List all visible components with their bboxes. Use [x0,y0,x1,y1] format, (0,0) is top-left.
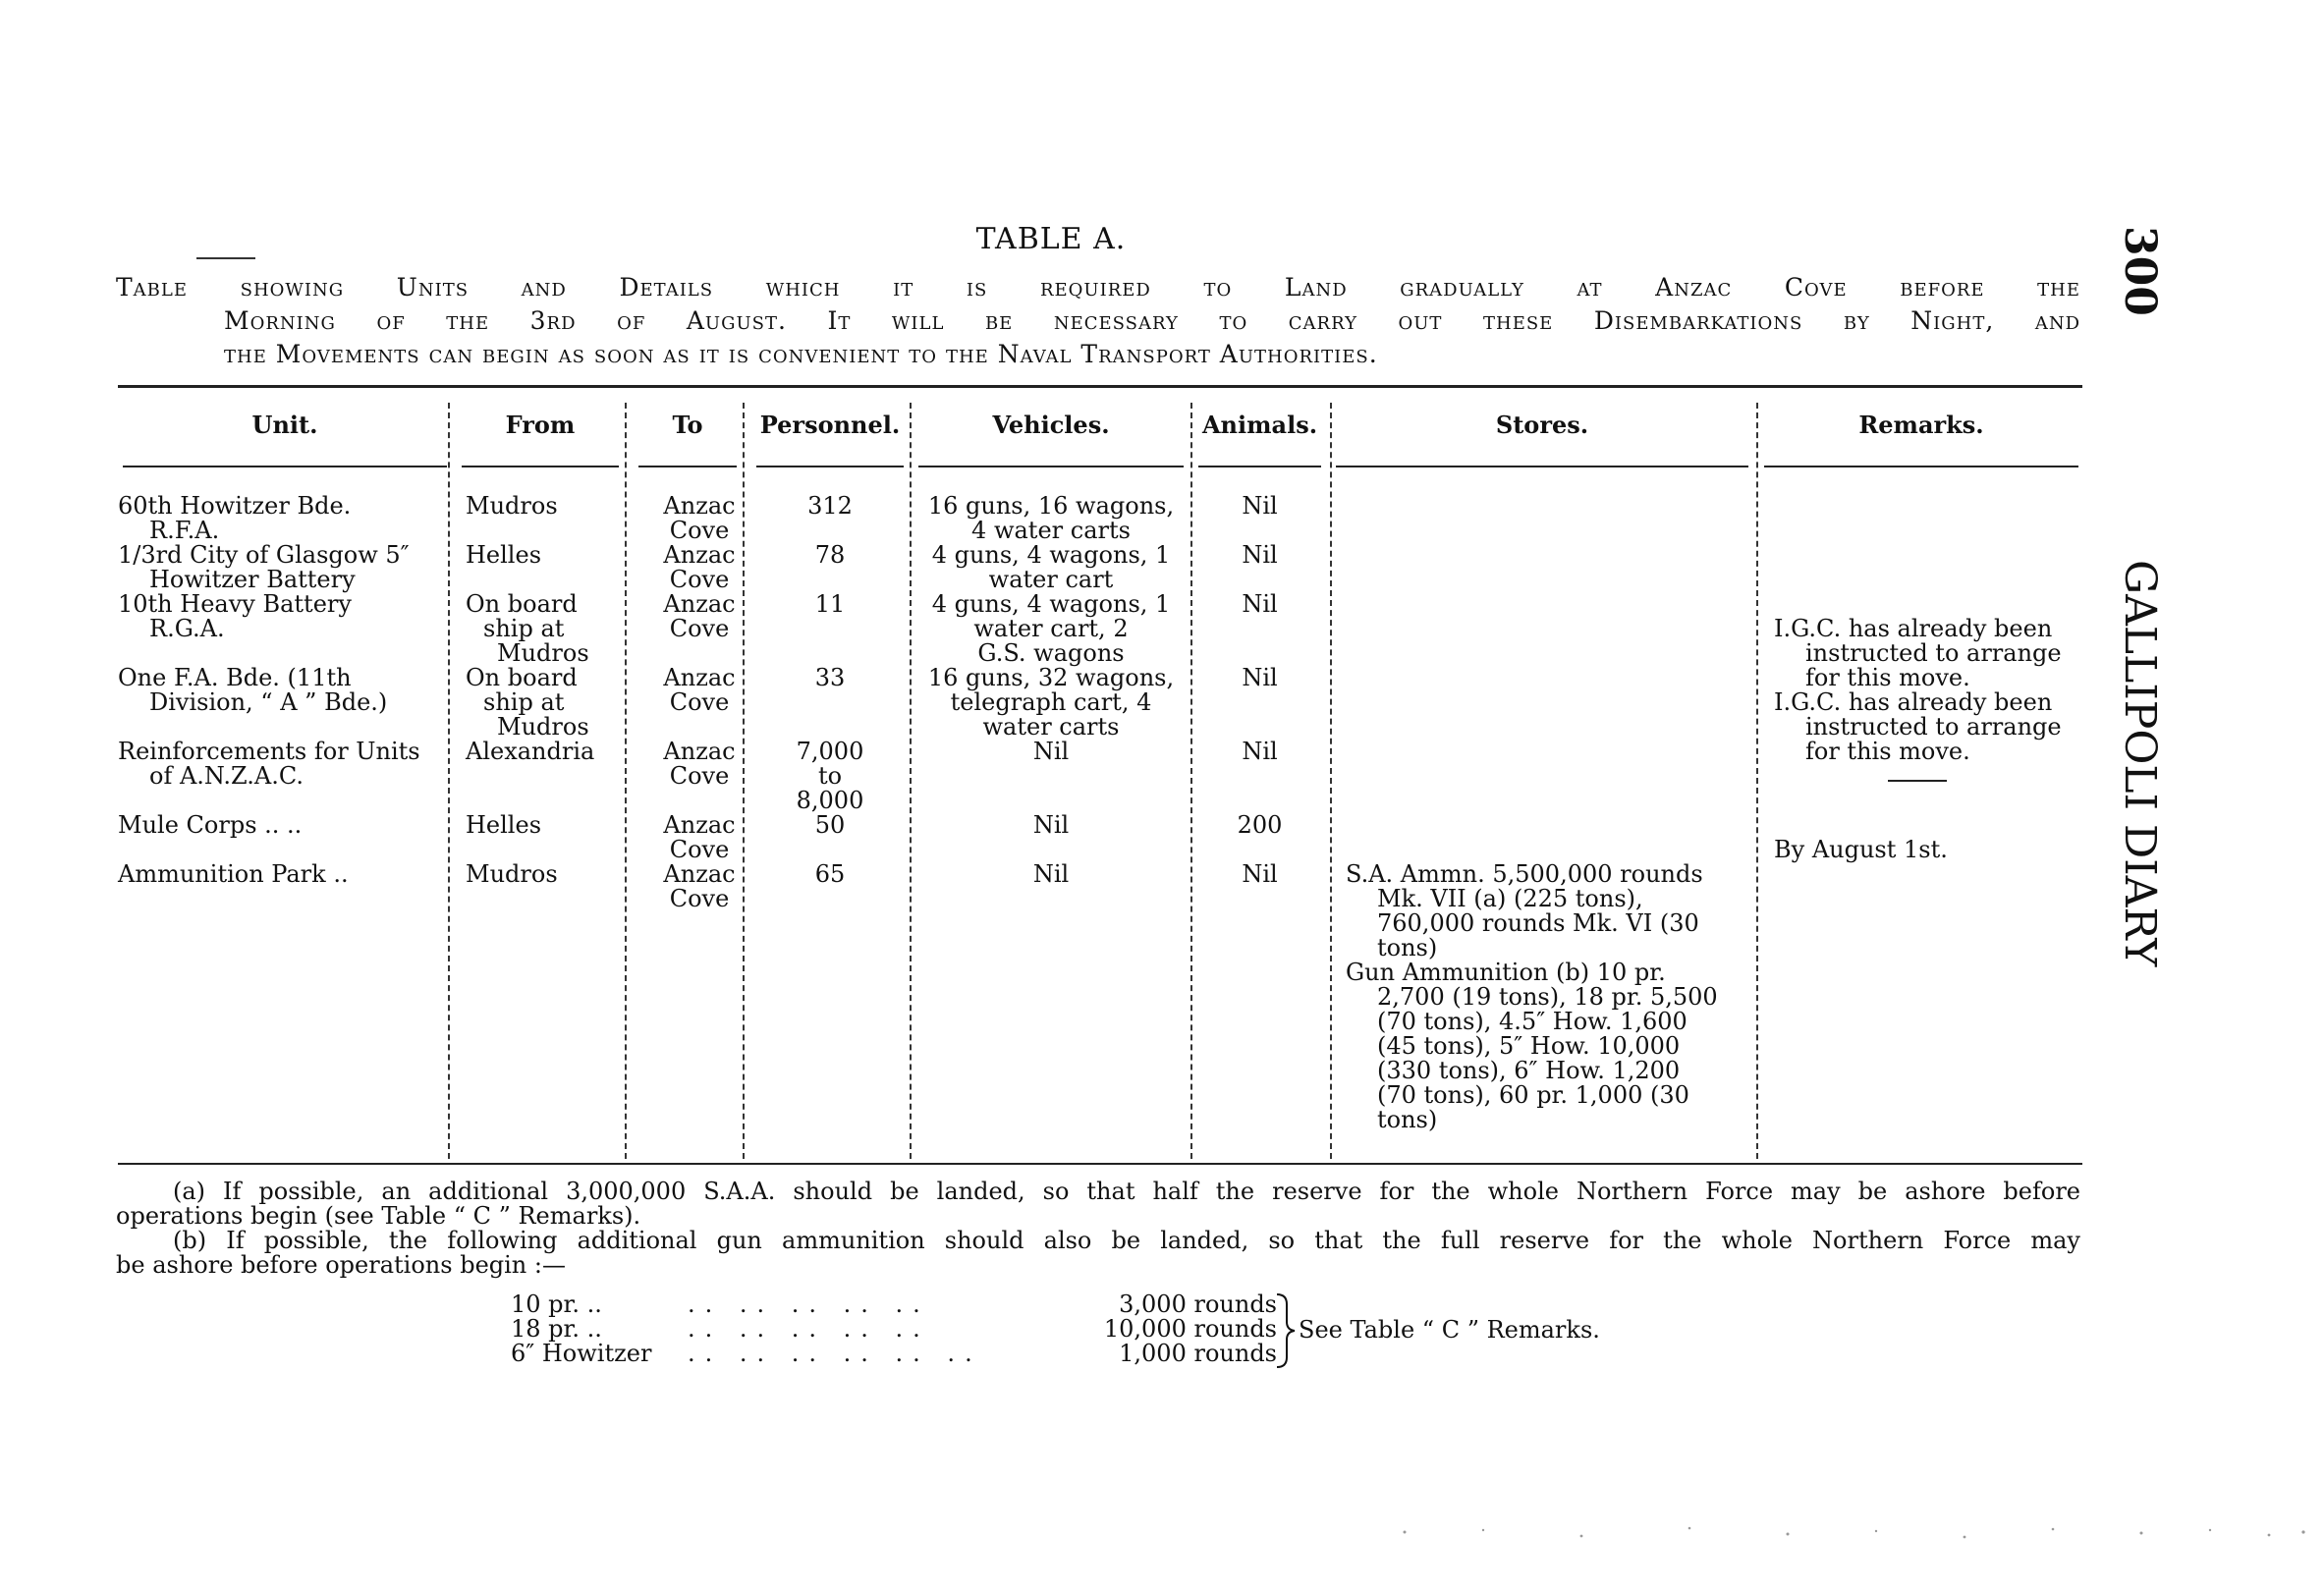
table-row-5-vehicles: Nil [1032,738,1070,765]
table-row-6-from: Helles [466,811,542,839]
table-row-7-personnel: 65 [814,860,846,888]
table-row-1-from: Mudros [466,492,558,520]
title-dash [196,257,255,259]
footnote-b: (b) If possible, the following additional gun ammunition should also be landed, so that the full reserve for the whole Northern Force may be ashore before operations begin :— [116,1227,2080,1279]
header-rule-4 [756,466,904,467]
header-remarks: Remarks. [1858,411,1984,439]
header-unit: Unit. [251,411,318,439]
stores-entry: S.A. Ammn. 5,500,000 rounds Mk. VII (a) (225 tons), 760,000 rounds Mk. VI (30 tons) Gun Ammunition (b) 10 pr. 2,700 (19 tons), 18 pr. 5,500 (70 tons), 4.5″ How. 1,600 (45 tons), 5″ How. 10,000 (330 tons), 6″ How. 1,200 (70 tons), 60 pr. 1,000 (30 tons) [1346,860,1718,1133]
header-rule-6 [1198,466,1321,467]
table-row-2-personnel: 78 [814,541,846,569]
column-divider-5 [1190,403,1192,1159]
right-brace-icon [1275,1292,1299,1369]
header-stores: Stores. [1495,411,1589,439]
table-row-7-from: Mudros [466,860,558,888]
table-row-1-to: Anzac Cove [663,492,736,544]
table-row-3-personnel: 11 [814,590,846,618]
table-row-1-vehicles: 16 guns, 16 wagons, 4 water carts [927,492,1175,544]
table-caption [116,271,2080,371]
footnote-a: (a) If possible, an additional 3,000,000 S.A.A. should be landed, so that half the reserve for the whole Northern Force may be ashore before operations begin (see Table “ C ” Remarks). [116,1178,2080,1230]
caption-line-1: Table showing Units and Details which it is required to Land gradually at Anzac Cove before the [116,273,2080,302]
table-row-4-animals: Nil [1242,664,1278,691]
table-row-3-animals: Nil [1242,590,1278,618]
column-divider-4 [910,403,912,1159]
column-divider-6 [1330,403,1332,1159]
ammo-list-item-3: 6″ Howitzer .. .. .. .. .. .. 1,000 rounds [511,1340,1277,1367]
table-row-1-animals: Nil [1242,492,1278,520]
table-row-2-unit: 1/3rd City of Glasgow 5″ Howitzer Battery [118,541,410,593]
table-row-7-to: Anzac Cove [663,860,736,912]
table-row-5-unit: Reinforcements for Units of A.N.Z.A.C. [118,738,420,790]
table-top-rule [118,385,2082,388]
header-from: From [505,411,576,439]
header-personnel: Personnel. [759,411,901,439]
table-row-1-personnel: 312 [807,492,853,520]
table-bottom-rule [118,1163,2082,1165]
table-row-3-unit: 10th Heavy Battery R.G.A. [118,590,352,642]
table-row-4-to: Anzac Cove [663,664,736,716]
ammo-list-item-1: 10 pr. .. .. .. .. .. .. 3,000 rounds [511,1290,1277,1318]
caption-line-2: Morning of the 3rd of August. It will be necessary to carry out these Disembarkations by Night, and [224,306,2080,335]
ammo-list-item-2: 18 pr. .. .. .. .. .. .. 10,000 rounds [511,1315,1277,1343]
table-row-5-to: Anzac Cove [663,738,736,790]
table-row-5-from: Alexandria [466,738,595,765]
column-divider-1 [448,403,450,1159]
table-row-4-vehicles: 16 guns, 32 wagons, telegraph cart, 4 water carts [927,664,1175,741]
table-row-6-unit: Mule Corps .. .. [118,811,303,839]
header-to: To [672,411,703,439]
table-row-6-vehicles: Nil [1032,811,1070,839]
column-divider-2 [625,403,627,1159]
table-row-4-personnel: 33 [814,664,846,691]
table-row-3-vehicles: 4 guns, 4 wagons, 1 water cart, 2 G.S. wagons [931,590,1171,667]
remarks-dash [1888,780,1947,782]
header-rule-3 [638,466,737,467]
table-row-2-from: Helles [466,541,542,569]
table-row-7-animals: Nil [1242,860,1278,888]
table-row-2-vehicles: 4 guns, 4 wagons, 1 water cart [931,541,1171,593]
table-title: TABLE A. [975,222,1127,256]
caption-line-3: the Movements can begin as soon as it is convenient to the Naval Transport Authorities. [224,340,1378,368]
scan-noise [1365,1512,2324,1552]
table-row-6-animals: 200 [1237,811,1283,839]
table-row-1-unit: 60th Howitzer Bde. R.F.A. [118,492,352,544]
table-row-4-from: On board ship at Mudros [466,664,589,741]
table-row-5-animals: Nil [1242,738,1278,765]
table-row-6-to: Anzac Cove [663,811,736,863]
table-row-7-unit: Ammunition Park .. [118,860,349,888]
remarks-2: I.G.C. has already been instructed to arrange for this move. [1774,688,2062,765]
table-row-2-animals: Nil [1242,541,1278,569]
table-row-7-vehicles: Nil [1032,860,1070,888]
header-rule-8 [1764,466,2078,467]
header-rule-1 [123,466,447,467]
header-vehicles: Vehicles. [992,411,1110,439]
table-row-4-unit: One F.A. Bde. (11th Division, “ A ” Bde.) [118,664,388,716]
table-row-3-to: Anzac Cove [663,590,736,642]
table-row-3-from: On board ship at Mudros [466,590,589,667]
remarks-3: By August 1st. [1774,836,1948,863]
header-rule-2 [462,466,619,467]
see-table-note: See Table “ C ” Remarks. [1299,1316,1600,1344]
remarks-1: I.G.C. has already been instructed to arrange for this move. [1774,615,2062,691]
table-row-2-to: Anzac Cove [663,541,736,593]
column-divider-7 [1756,403,1758,1159]
header-rule-7 [1336,466,1748,467]
table-row-6-personnel: 50 [814,811,846,839]
header-animals: Animals. [1201,411,1318,439]
table-row-5-personnel: 7,000 to 8,000 [796,738,864,814]
running-title: GALLIPOLI DIARY [2115,560,2165,967]
header-rule-5 [918,466,1184,467]
page-number: 300 [2115,226,2165,316]
